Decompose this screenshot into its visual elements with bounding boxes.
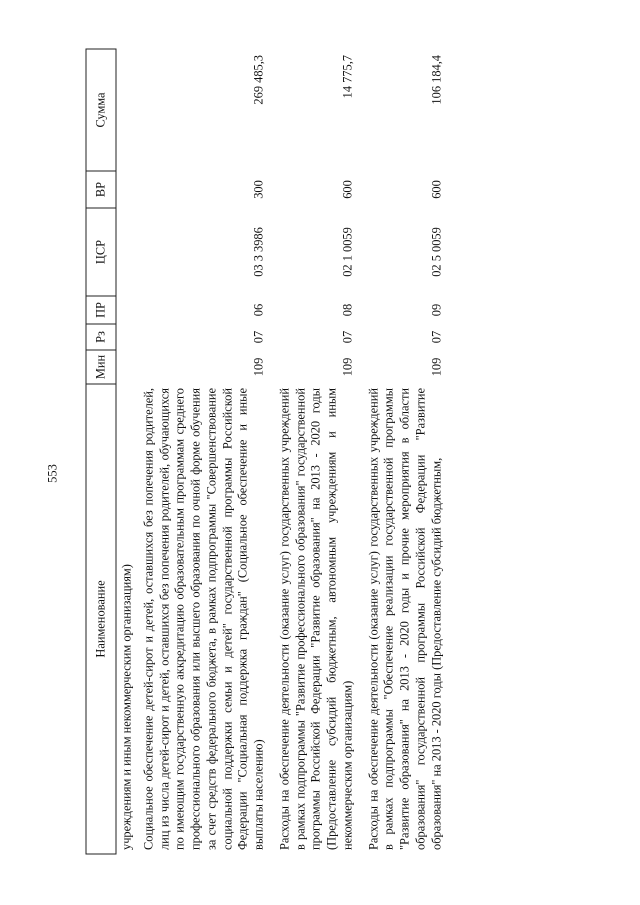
row-vr: 600 bbox=[428, 180, 443, 199]
page-number: 553 bbox=[45, 464, 60, 483]
header-csr: ЦСР bbox=[86, 208, 116, 296]
row-rz: 07 bbox=[251, 330, 265, 344]
row-vr: 600 bbox=[339, 180, 354, 199]
table-row-continuation bbox=[116, 49, 141, 854]
row-name: Расходы на обеспечение деятельности (оказание услуг) государственных учреждений в рамках подпрограммы "Развитие профессионального образования" государственной программы Российской Федерации "Развитие образования" на 2013 - 2020 годы (Предоставление субсидий бюджетным, автономным учреждениям и иным некоммерческим организациям) bbox=[276, 388, 354, 850]
header-name: Наименование bbox=[86, 384, 116, 854]
row-name: Расходы на обеспечение деятельности (оказание услуг) государственных учреждений в рамках подпрограммы "Обеспечение реализации государственной программы "Развитие образования" на 2013 - 2020 годы и прочие мероприятия в области образования" государственной программы Российской Федерации "Развитие образования" на 2013 - 2020 годы (Предоставление субсидий бюджетным, bbox=[365, 388, 443, 850]
header-min: Мин bbox=[86, 350, 116, 384]
header-vr: ВР bbox=[86, 171, 116, 208]
row-csr: 02 5 0059 bbox=[428, 227, 443, 277]
row-csr: 02 1 0059 bbox=[339, 227, 354, 277]
row-csr: 03 3 3986 bbox=[251, 227, 265, 277]
row-min: 109 bbox=[428, 357, 443, 377]
header-rz: Рз bbox=[86, 324, 116, 350]
table-row bbox=[366, 49, 455, 854]
table-header bbox=[86, 49, 116, 854]
header-sum: Сумма bbox=[86, 49, 116, 171]
table-row bbox=[141, 49, 277, 854]
budget-table bbox=[85, 49, 454, 855]
row-sum: 269 485,3 bbox=[251, 55, 265, 105]
row-rz: 07 bbox=[339, 330, 354, 344]
table-row bbox=[277, 49, 366, 854]
header-pr: ПР bbox=[86, 296, 116, 324]
row-rz: 07 bbox=[428, 330, 443, 344]
continuation-text: учреждениям и иным некоммерческим организациям) bbox=[119, 564, 133, 850]
row-sum: 106 184,4 bbox=[428, 55, 443, 105]
row-vr: 300 bbox=[251, 180, 265, 199]
row-pr: 09 bbox=[428, 303, 443, 317]
row-pr: 08 bbox=[339, 303, 354, 317]
rotated-page-content bbox=[85, 50, 605, 855]
row-sum: 14 775,7 bbox=[339, 55, 354, 99]
row-min: 109 bbox=[339, 357, 354, 377]
row-name: Социальное обеспечение детей-сирот и детей, оставшихся без попечения родителей, лиц из числа детей-сирот и детей, оставшихся без попечения родителей, обучающихся по имеющим государственную аккредитацию образовательным программам среднего профессионального образования или высшего образования по очной форме обучения за счет средств федерального бюджета, в рамках подпрограммы "Совершенствование социальной поддержки семьи и детей" государственной программы Российской Федерации "Социальная поддержка граждан" (Социальное обеспечение и иные выплаты населению) bbox=[140, 388, 265, 850]
row-pr: 06 bbox=[251, 303, 265, 317]
row-min: 109 bbox=[251, 357, 265, 377]
